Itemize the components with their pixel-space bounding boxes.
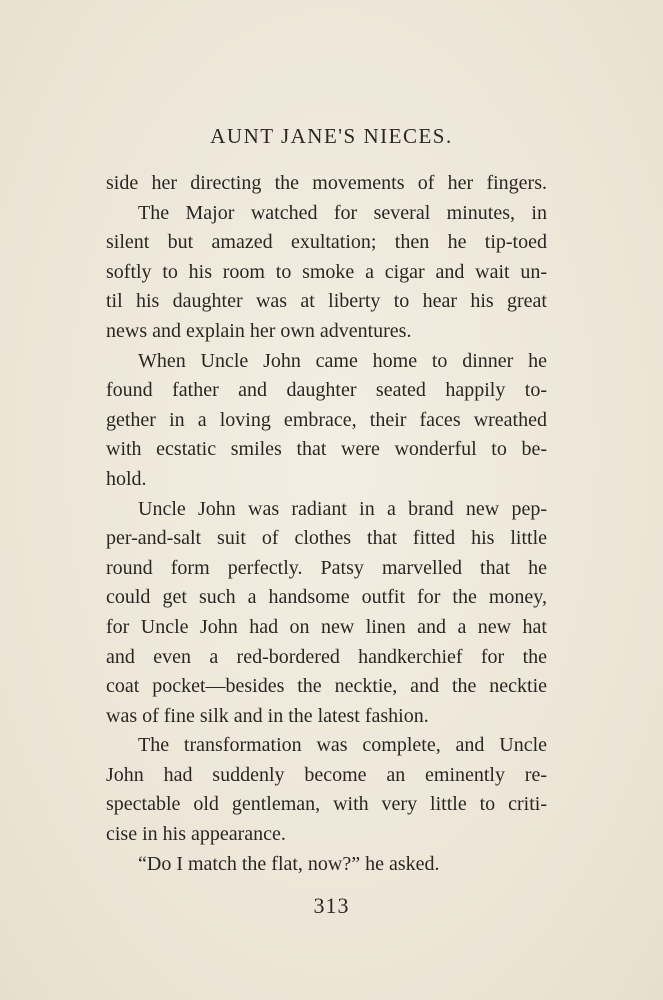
text-line: gether in a loving embrace, their faces wreathed <box>106 408 547 431</box>
text-line: and even a red-bordered handkerchief for the <box>106 645 547 668</box>
text-line: per-and-salt suit of clothes that fitted his little <box>106 527 547 550</box>
text-line: could get such a handsome outfit for the money, <box>106 586 547 609</box>
text-line: hold. <box>106 467 147 490</box>
text-line: found father and daughter seated happily to- <box>106 379 547 402</box>
text-line: The transformation was complete, and Uncle <box>138 734 547 757</box>
text-line: coat pocket—besides the necktie, and the necktie <box>106 675 547 698</box>
running-head: AUNT JANE'S NIECES. <box>210 124 453 148</box>
text-line: news and explain her own adventures. <box>106 319 412 342</box>
page-number: 313 <box>313 893 350 918</box>
text-line: John had suddenly become an eminently re- <box>106 763 547 786</box>
text-line: The Major watched for several minutes, in <box>138 201 547 224</box>
text-line: til his daughter was at liberty to hear his great <box>106 290 547 313</box>
text-line: for Uncle John had on new linen and a new hat <box>106 615 547 638</box>
text-line: spectable old gentleman, with very little to criti- <box>106 793 547 816</box>
text-line: was of fine silk and in the latest fashion. <box>106 704 429 727</box>
body-text <box>106 169 547 879</box>
text-line: side her directing the movements of her fingers. <box>106 172 547 194</box>
text-line: round form perfectly. Patsy marvelled that he <box>106 556 547 579</box>
text-line: “Do I match the flat, now?” he asked. <box>138 852 440 875</box>
text-line: Uncle John was radiant in a brand new pep- <box>138 497 547 520</box>
text-line: When Uncle John came home to dinner he <box>138 349 547 372</box>
text-line: with ecstatic smiles that were wonderful to be- <box>106 438 547 461</box>
text-line: cise in his appearance. <box>106 823 286 846</box>
text-line: silent but amazed exultation; then he tip-toed <box>106 231 547 254</box>
text-line: softly to his room to smoke a cigar and wait un- <box>106 260 547 283</box>
